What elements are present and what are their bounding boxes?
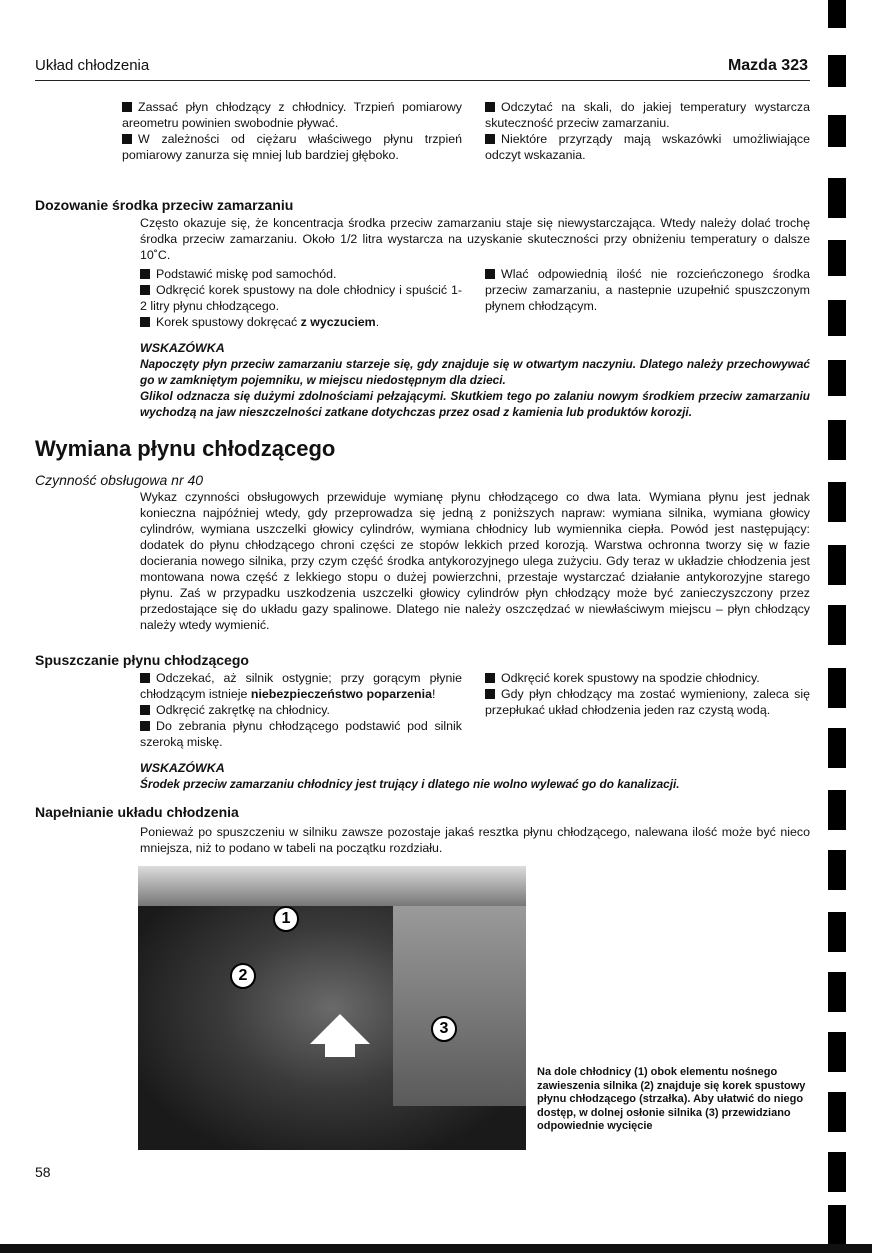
bullet-text: Odczekać, aż silnik ostygnie; przy gorącym płynie chłodzącym istnieje xyxy=(140,671,462,701)
bullet-item xyxy=(140,282,462,314)
bold-text: niebezpieczeństwo poparzenia xyxy=(250,687,432,701)
bullet-item xyxy=(485,99,810,131)
bullet-icon xyxy=(485,689,495,699)
bullet-text: Odkręcić korek spustowy na spodzie chłodnicy. xyxy=(501,671,760,685)
bullet-icon xyxy=(485,134,495,144)
paragraph: Ponieważ po spuszczeniu w silniku zawsze pozostaje jakaś resztka płynu chłodzącego, nalewana ilość może być nieco mniejsza, niż to podano w tabeli na początku rozdziału. xyxy=(140,825,810,855)
subheading: Czynność obsługowa nr 40 xyxy=(35,472,204,488)
scan-mark xyxy=(828,1152,846,1192)
note-paragraph: Napoczęty płyn przeciw zamarzaniu starzeje się, gdy znajduje się w otwartym naczyniu. Dlatego należy przechowywać go w zamkniętym pojemniku, w miejscu niedostępnym dla dzieci. xyxy=(140,357,810,387)
bullet-text: Niektóre przyrządy mają wskazówki umożliwiające odczyt wskazania. xyxy=(485,132,810,162)
spuszczanie-right-column xyxy=(485,670,810,718)
scan-mark xyxy=(828,972,846,1012)
engine-photo xyxy=(138,866,526,1150)
bullet-icon xyxy=(140,673,150,683)
scan-mark xyxy=(828,178,846,218)
scan-mark xyxy=(828,790,846,830)
scan-mark xyxy=(828,912,846,952)
scan-mark xyxy=(828,1032,846,1072)
header-divider xyxy=(35,80,810,81)
top-left-column xyxy=(122,99,462,163)
bullet-item xyxy=(122,131,462,163)
callout-label: 1 xyxy=(273,906,299,932)
scan-mark xyxy=(828,300,846,336)
section-heading: Dozowanie środka przeciw zamarzaniu xyxy=(35,197,294,213)
scan-mark xyxy=(828,605,846,645)
bullet-item xyxy=(140,266,462,282)
paragraph: Często okazuje się, że koncentracja środka przeciw zamarzaniu staje się niewystarczająca. Wtedy należy dolać trochę środka przeciw zamarzaniu. Około 1/2 litra wystarcza na uzyskanie skuteczności przy obniżeniu temperatury o dalsze 10˚C. xyxy=(140,216,810,262)
scan-mark xyxy=(828,545,846,585)
bullet-item xyxy=(485,131,810,163)
bullet-item xyxy=(485,266,810,314)
figure-caption: Na dole chłodnicy (1) obok elementu nośnego zawieszenia silnika (2) znajduje się korek spustowy płynu chłodzącego (strzałka). Aby ułatwić do niego dostęp, w dolnej osłonie silnika (3) przewidziano odpowiednie wycięcie xyxy=(537,1066,806,1132)
bullet-item xyxy=(122,99,462,131)
scan-mark xyxy=(828,115,846,147)
bullet-text: Odkręcić korek spustowy na dole chłodnicy i spuścić 1-2 litry płynu chłodzącego. xyxy=(140,283,462,313)
bullet-icon xyxy=(485,673,495,683)
bold-text: z wyczuciem xyxy=(300,315,376,329)
bullet-item: Korek spustowy dokręcać z wyczuciem. xyxy=(140,314,462,330)
bullet-item xyxy=(485,686,810,718)
bullet-text: Gdy płyn chłodzący ma zostać wymieniony, zaleca się przepłukać układ chłodzenia jeden raz czystą wodą. xyxy=(485,687,810,717)
scan-mark xyxy=(828,360,846,396)
bullet-text: Zassać płyn chłodzący z chłodnicy. Trzpień pomiarowy areometru powinien swobodnie pływać. xyxy=(122,100,462,130)
bullet-icon xyxy=(140,317,150,327)
arrow-stem xyxy=(325,1043,355,1057)
arrow-icon xyxy=(310,1014,370,1044)
dozowanie-right-column xyxy=(485,266,810,314)
bullet-item xyxy=(140,702,462,718)
scan-mark xyxy=(828,420,846,460)
scan-mark xyxy=(828,240,846,276)
bullet-icon xyxy=(140,269,150,279)
note-text xyxy=(140,356,810,420)
bullet-text: Podstawić miskę pod samochód. xyxy=(156,267,337,281)
scan-mark xyxy=(828,728,846,768)
dozowanie-left-column xyxy=(140,266,462,330)
scan-mark xyxy=(828,850,846,890)
bullet-icon xyxy=(140,285,150,295)
scan-mark xyxy=(828,55,846,87)
scan-mark xyxy=(828,1205,846,1245)
note-paragraph: Glikol odznacza się dużymi zdolnościami pełzającymi. Skutkiem tego po zalaniu nowym środkiem przeciw zamarzaniu wychodzą na jaw nieszczelności zatkane dotychczas przez osad z kamienia lub produktów korozji. xyxy=(140,389,810,419)
bullet-text: Wlać odpowiednią ilość nie rozcieńczonego środka przeciw zamarzaniu, a nastepnie uzupełnić spuszczonym płynem chłodzącym. xyxy=(485,267,810,313)
bullet-icon xyxy=(140,705,150,715)
bullet-item xyxy=(485,670,810,686)
photo-highlight xyxy=(138,866,526,906)
bullet-text: Odczytać na skali, do jakiej temperatury wystarcza skuteczność przeciw zamarzaniu. xyxy=(485,100,810,130)
scan-mark xyxy=(828,0,846,28)
note-text: Środek przeciw zamarzaniu chłodnicy jest trujący i dlatego nie wolno wylewać go do kanalizacji. xyxy=(140,777,680,791)
bullet-icon xyxy=(485,102,495,112)
note-title: WSKAZÓWKA xyxy=(140,761,225,775)
bullet-item xyxy=(140,670,462,702)
bullet-icon xyxy=(122,134,132,144)
main-heading: Wymiana płynu chłodzącego xyxy=(35,436,336,461)
note-title: WSKAZÓWKA xyxy=(140,341,225,355)
callout-label: 2 xyxy=(230,963,256,989)
scan-bottom-edge xyxy=(0,1244,872,1253)
callout-label: 3 xyxy=(431,1016,457,1042)
photo-panel xyxy=(393,906,526,1106)
paragraph: Wykaz czynności obsługowych przewiduje wymianę płynu chłodzącego co dwa lata. Wymiana płynu jest jednak konieczna najpóźniej wtedy, gdy przeprowadza się jedną z poniższych napraw: wymiana silnika, wymiana głowicy cylindrów, wymiana uszczelki głowicy cylindrów, wymiana chłodnicy lub wymiennika ciepła. Powód jest następujący: dodatek do płynu chłodzącego chroni części ze stopów lekkich przed korozją. Warstwa ochronna tworzy się w fazie docierania nowego silnika, przy czym część środka antykorozyjnego ulega zużyciu. Gdy teraz w układzie chłodzenia jest montowana nowa część z lekkiego stopu o dużej powierzchni, przestaje wystarczać działanie antykorozyjne starego płynu. Zaś w przypadku uszkodzenia uszczelki głowicy cylindrów płyn chłodzący może być zanieczyszczony przez przedostające się do układu gazy spalinowe. Dlatego nie należy oszczędzać w niewłaściwym miejscu – płyn chłodzący należy wtedy wymienić. xyxy=(140,490,810,632)
bullet-text: Korek spustowy dokręcać xyxy=(156,315,301,329)
punctuation: ! xyxy=(431,687,436,701)
bullet-icon xyxy=(122,102,132,112)
section-heading: Napełnianie układu chłodzenia xyxy=(35,804,239,820)
model-title: Mazda 323 xyxy=(727,57,808,74)
bullet-text: Odkręcić zakrętkę na chłodnicy. xyxy=(156,703,331,717)
bullet-text: Do zebrania płynu chłodzącego podstawić pod silnik szeroką miskę. xyxy=(140,719,462,749)
bullet-icon xyxy=(485,269,495,279)
spuszczanie-left-column xyxy=(140,670,462,750)
scan-mark xyxy=(828,668,846,708)
bullet-item xyxy=(140,718,462,750)
bullet-text: W zależności od ciężaru właściwego płynu trzpień pomiarowy zanurza się mniej lub bardziej głęboko. xyxy=(122,132,462,162)
top-right-column xyxy=(485,99,810,163)
scan-mark xyxy=(828,1092,846,1132)
scan-mark xyxy=(828,482,846,522)
chapter-title: Układ chłodzenia xyxy=(35,57,150,74)
section-heading: Spuszczanie płynu chłodzącego xyxy=(35,652,249,668)
page-number: 58 xyxy=(35,1164,51,1180)
bullet-icon xyxy=(140,721,150,731)
